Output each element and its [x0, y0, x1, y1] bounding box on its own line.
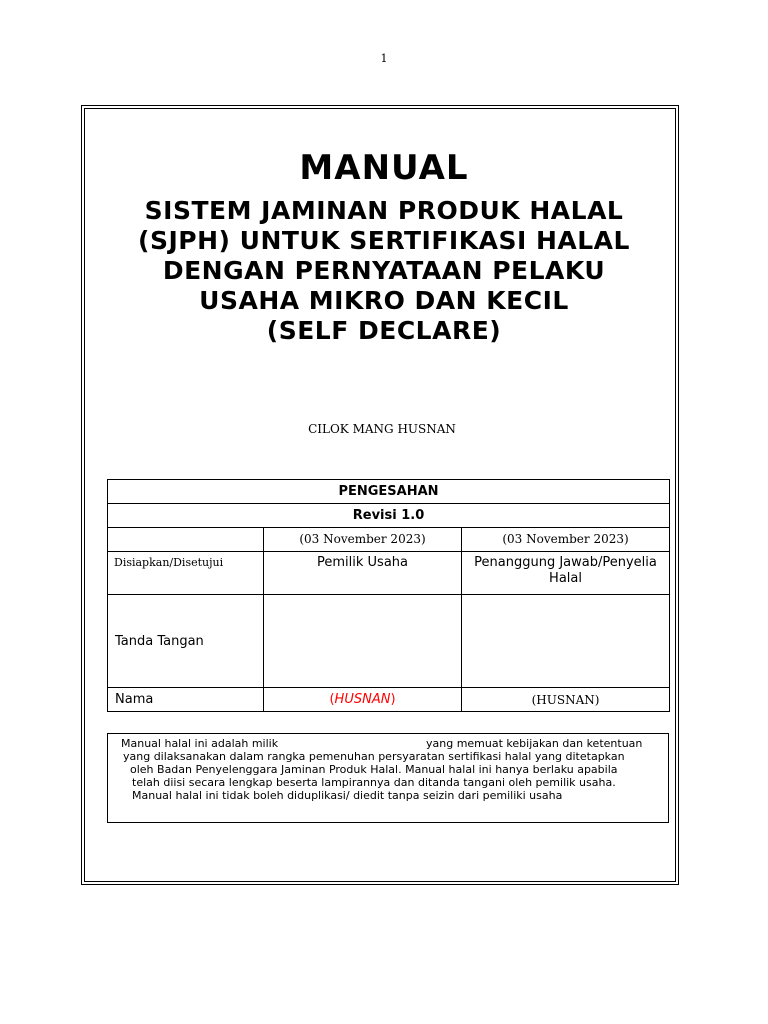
note-line: Manual halal ini adalah milik	[121, 737, 279, 750]
approval-table	[107, 479, 670, 712]
signature-owner-field	[264, 595, 462, 688]
name-label: Nama	[108, 688, 264, 712]
note-line: telah diisi secara lengkap beserta lampirannya dan ditanda tangani oleh pemilik usaha.	[132, 776, 616, 789]
note-line: yang dilaksanakan dalam rangka pemenuhan persyaratan sertifikasi halal yang ditetapkan	[123, 750, 625, 763]
date-owner: (03 November 2023)	[264, 528, 462, 552]
approval-heading: PENGESAHAN	[108, 480, 670, 504]
document-title: MANUAL	[299, 148, 469, 188]
name-owner-close: )	[390, 692, 396, 707]
role-owner: Pemilik Usaha	[264, 552, 462, 595]
note-line: oleh Badan Penyelenggara Jaminan Produk Halal. Manual halal ini hanya berlaku apabila	[130, 763, 618, 776]
subtitle-line: DENGAN PERNYATAAN PELAKU	[162, 256, 606, 285]
empty-cell	[108, 528, 264, 552]
name-supervisor: (HUSNAN)	[462, 688, 670, 712]
name-owner-open: (	[329, 692, 335, 707]
prepared-approved-label: Disiapkan/Disetujui	[108, 552, 264, 595]
subtitle-line: (SJPH) UNTUK SERTIFIKASI HALAL	[138, 226, 630, 255]
business-name: CILOK MANG HUSNAN	[308, 422, 456, 436]
subtitle-line: USAHA MIKRO DAN KECIL	[199, 286, 569, 315]
note-line: Manual halal ini tidak boleh diduplikasi/ diedit tanpa seizin dari pemiliki usaha	[132, 789, 563, 802]
date-supervisor: (03 November 2023)	[462, 528, 670, 552]
subtitle-line: (SELF DECLARE)	[266, 316, 502, 345]
role-supervisor: Penanggung Jawab/Penyelia Halal	[462, 552, 670, 595]
note-line: yang memuat kebijakan dan ketentuan	[426, 737, 643, 750]
ownership-note	[107, 733, 669, 823]
signature-label: Tanda Tangan	[108, 595, 264, 688]
revision-label: Revisi 1.0	[108, 504, 670, 528]
page-number: 1	[380, 52, 388, 65]
signature-supervisor-field	[462, 595, 670, 688]
name-owner	[264, 688, 462, 712]
document-subtitle	[100, 196, 668, 346]
subtitle-line: SISTEM JAMINAN PRODUK HALAL	[144, 196, 624, 225]
name-owner-value: HUSNAN	[334, 692, 391, 707]
